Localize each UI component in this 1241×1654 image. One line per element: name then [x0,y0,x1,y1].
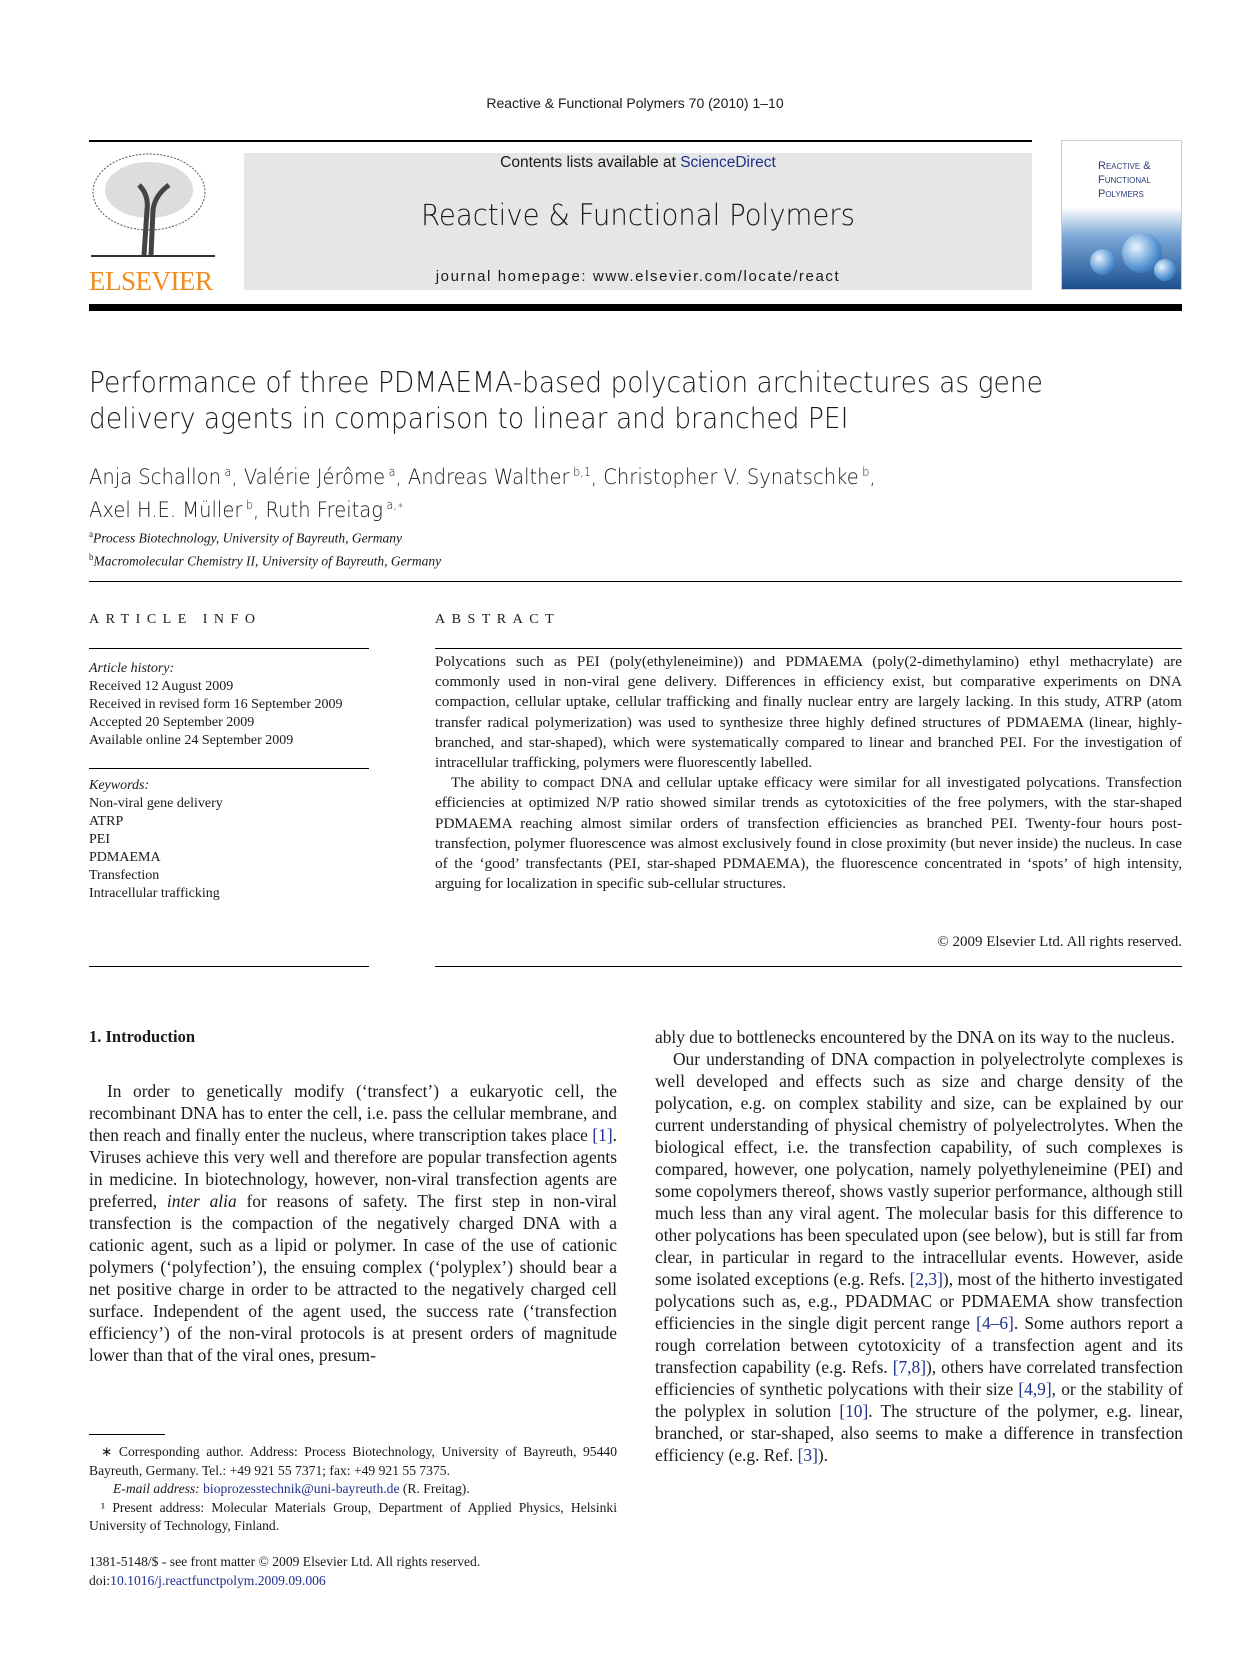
footnote-rule [89,1434,165,1435]
keyword: Transfection [89,868,160,883]
body-paragraph [655,1026,1183,1048]
author-name[interactable]: Axel H.E. Müller [89,498,243,522]
doi-line [89,1571,480,1590]
reference-link[interactable]: [10] [839,1401,869,1421]
history-item: Received in revised form 16 September 2009 [89,697,343,712]
abstract-heading: ABSTRACT [435,612,561,627]
cover-title-line: Polymers [1098,188,1144,200]
cover-title-line: Reactive & [1098,160,1151,172]
author-name[interactable]: Valérie Jérôme [243,465,386,489]
journal-masthead [244,153,1032,290]
affil-sup: a [89,529,93,539]
journal-title: Reactive & Functional Polymers [420,198,855,232]
journal-cover-image[interactable] [1061,140,1182,290]
divider [89,648,369,649]
body-text: Our understanding of DNA compaction in polyelectrolyte complexes is well developed and effects such as size and charge density of the polycation, e.g. on complex stability and size, can be explained by our current understanding of physical chemistry of polyelectrolytes. When the biological effect, i.e. the transfection capability, of such complexes is compared, however, one polycation, namely polyethyleneimine (PEI) and some copolymers thereof, shows vastly superior performance, although still much less than any viral agent. The molecular basis for this difference to other polycations has been speculated upon (see below), but is still far from clear, in particular in regard to the intracellular events. However, aside some isolated exceptions (e.g. Refs. [655,1049,1183,1289]
keyword: PDMAEMA [89,850,161,865]
body-text: In order to genetically modify (‘transfect’) a eukaryotic cell, the recombinant DNA has to enter the cell, i.e. pass the cellular membrane, and then reach and finally enter the nucleus, where transcription takes place [89,1081,617,1145]
abstract-paragraph: Polycations such as PEI (poly(ethyleneimine)) and PDMAEMA (poly(2-dimethylamino) ethyl methacrylate) are commonly used in non-viral gene delivery. Differences in efficiency exist, but comparative experiments on DNA compaction, cellular uptake, cellular trafficking and finally nuclear entry are largely lacking. In this study, ATRP (atom transfer radical polymerization) was used to synthesize three highly defined structures of PDMAEMA (linear, highly-branched, and star-shaped), which were systematically compared to linear and branched PEI. For the investigation of intracellular trafficking, polymers were fluorescently labelled. [435,653,1182,772]
reference-link[interactable]: [4,9] [1018,1379,1052,1399]
author-name[interactable]: Anja Schallon [89,465,222,489]
article-info-heading: ARTICLE INFO [89,612,262,627]
contents-line [244,153,1032,173]
body-paragraph [89,1080,617,1366]
body-text: . Viruses achieve this very well and therefore are popular transfection agents in medicine. In biotechnology, however, non-viral transfection agents are preferred, [89,1125,617,1211]
cover-title [1098,159,1151,201]
present-address-footnote: ¹ Present address: Molecular Materials Group, Department of Applied Physics, Helsinki University of Technology, Finland. [89,1499,617,1533]
history-label: Article history: [89,661,175,676]
abstract-paragraph: The ability to compact DNA and cellular uptake efficacy were similar for all investigated polycations. Transfection efficiencies at optimized N/P ratio showed similar trends as cytotoxicities of the free polymers, with the star-shaped PDMAEMA reaching almost similar orders of transfection efficiencies as branched PEI. Twenty-four hours post-transfection, polymer fluorescence was almost exclusively found in close proximity (but never inside) the nucleus. In case of the ‘good’ transfectants (PEI, star-shaped PDMAEMA), the fluorescence concentrated in ‘spots’ of high intensity, arguing for localization in specific sub-cellular structures. [435,774,1182,893]
author-list [89,458,876,524]
top-rule [89,140,1032,142]
author-affiliation-sup: b [242,498,254,512]
cover-bubble [1154,259,1176,281]
elsevier-wordmark: ELSEVIER [89,266,213,296]
footnotes [89,1443,617,1536]
author-affiliation-sup: a [221,465,232,479]
affil-sup: b [89,551,94,562]
author-affiliation-sup: b [858,465,870,479]
reference-link[interactable]: [1] [592,1125,613,1145]
author-affiliation-sup: a,∗ [382,498,404,512]
abstract-body [435,652,1182,894]
email-link[interactable]: bioprozesstechnik@uni-bayreuth.de [203,1481,400,1496]
email-suffix: (R. Freitag). [399,1481,470,1496]
affil-text: Macromolecular Chemistry II, University of Bayreuth, Germany [93,553,442,568]
divider [435,648,1182,649]
contents-text: Contents lists available at [500,154,681,171]
reference-link[interactable]: [2,3] [909,1269,943,1289]
bottom-info [89,1552,480,1590]
author-affiliation-sup: a [385,465,396,479]
body-text: ). [817,1445,829,1465]
keyword: PEI [89,832,110,847]
email-label: E-mail address: [113,1481,204,1496]
body-text: ), others have correlated transfection efficiencies of synthetic polycations with their size [655,1357,1183,1399]
issn-line: 1381-5148/$ - see front matter © 2009 Elsevier Ltd. All rights reserved. [89,1554,481,1569]
article-title [89,365,1043,437]
email-footnote [89,1480,617,1499]
section-heading: 1. Introduction [89,1027,196,1046]
author-name[interactable]: Ruth Freitag [265,498,383,522]
body-text: . Some authors report a rough correlation between cytotoxicity of a transfection agent and its transfection capability (e.g. Refs. [655,1313,1183,1377]
sciencedirect-link[interactable]: ScienceDirect [680,154,776,171]
doi-link[interactable]: 10.1016/j.reactfunctpolym.2009.09.006 [110,1573,326,1588]
reference-link[interactable]: [7,8] [892,1357,927,1377]
title-line: Performance of three PDMAEMA-based polycation architectures as gene [89,366,1043,399]
affiliation-a [89,525,441,548]
keyword: Non-viral gene delivery [89,796,223,811]
body-right-column [655,1026,1183,1466]
body-left-column [89,1080,617,1366]
corresponding-footnote: ∗ Corresponding author. Address: Process Biotechnology, University of Bayreuth, 95440 Bayreuth, Germany. Tel.: +49 921 55 7371; fax: +49 921 55 7375. [89,1444,617,1478]
author-affiliation-sup: b,1 [569,465,591,479]
body-text: ably due to bottlenecks encountered by the DNA on its way to the nucleus. [655,1027,1175,1047]
keyword: ATRP [89,814,124,829]
running-header: Reactive & Functional Polymers 70 (2010) 1–10 [486,95,784,111]
history-item: Available online 24 September 2009 [89,733,294,748]
divider [89,768,369,769]
author-line: Axel H.E. Müller $^b$, Ruth Freitag $^{a,∗}$ [89,498,404,522]
affil-text: Process Biotechnology, University of Bayreuth, Germany [93,530,403,546]
keywords-label: Keywords: [89,778,150,793]
title-line: delivery agents in comparison to linear and branched PEI [89,402,849,435]
elsevier-logo[interactable] [89,150,217,296]
author-line: Anja Schallon $^a$, Valérie Jérôme $^a$, Andreas Walther $^{b,1}$, Christopher V. Synatschke $^b$, [89,465,876,489]
author-name[interactable]: Andreas Walther [407,465,570,489]
divider [89,581,1182,582]
body-text: , or the stability of the polyplex in solution [655,1379,1183,1421]
keywords-list [89,795,369,903]
abstract-copyright: © 2009 Elsevier Ltd. All rights reserved. [937,934,1182,950]
history-item: Accepted 20 September 2009 [89,715,255,730]
doi-prefix: doi: [89,1573,111,1588]
divider [435,966,1182,967]
reference-link[interactable]: [4–6] [976,1313,1014,1333]
journal-homepage[interactable]: journal homepage: www.elsevier.com/locate/react [435,268,841,285]
keyword: Intracellular trafficking [89,886,220,901]
cover-title-line: Functional [1098,174,1151,186]
history-item: Received 12 August 2009 [89,679,234,694]
divider [89,966,369,967]
body-text: . The structure of the polymer, e.g. linear, branched, or star-shaped, also seems to make a difference in transfection efficiency (e.g. Ref. [655,1401,1183,1465]
body-text: for reasons of safety. The first step in non-viral transfection is the compaction of the negatively charged DNA with a cationic agent, such as a lipid or polymer. In case of the use of cationic polymers (‘polyfection’), the ensuing complex (‘polyplex’) should bear a net positive charge in order to be attracted to the negatively charged cell surface. Independent of the agent used, the success rate (‘transfection efficiency’) of the non-viral protocols is at present orders of magnitude lower than that of the viral ones, presum- [89,1191,617,1365]
reference-link[interactable]: [3] [797,1445,818,1465]
article-info [89,660,369,903]
masthead-thick-rule [89,304,1182,311]
cover-bubble [1090,249,1116,275]
elsevier-tree-icon [89,150,217,262]
affiliations [89,525,441,570]
body-paragraph [655,1048,1183,1466]
author-name[interactable]: Christopher V. Synatschke [603,465,859,489]
history-list [89,678,369,750]
body-text: ), most of the hitherto investigated polycations such as, e.g., PDADMAC or PDMAEMA show transfection efficiencies in the single digit percent range [655,1269,1183,1333]
affiliation-b [89,548,441,571]
body-text-italic: inter alia [166,1191,237,1211]
